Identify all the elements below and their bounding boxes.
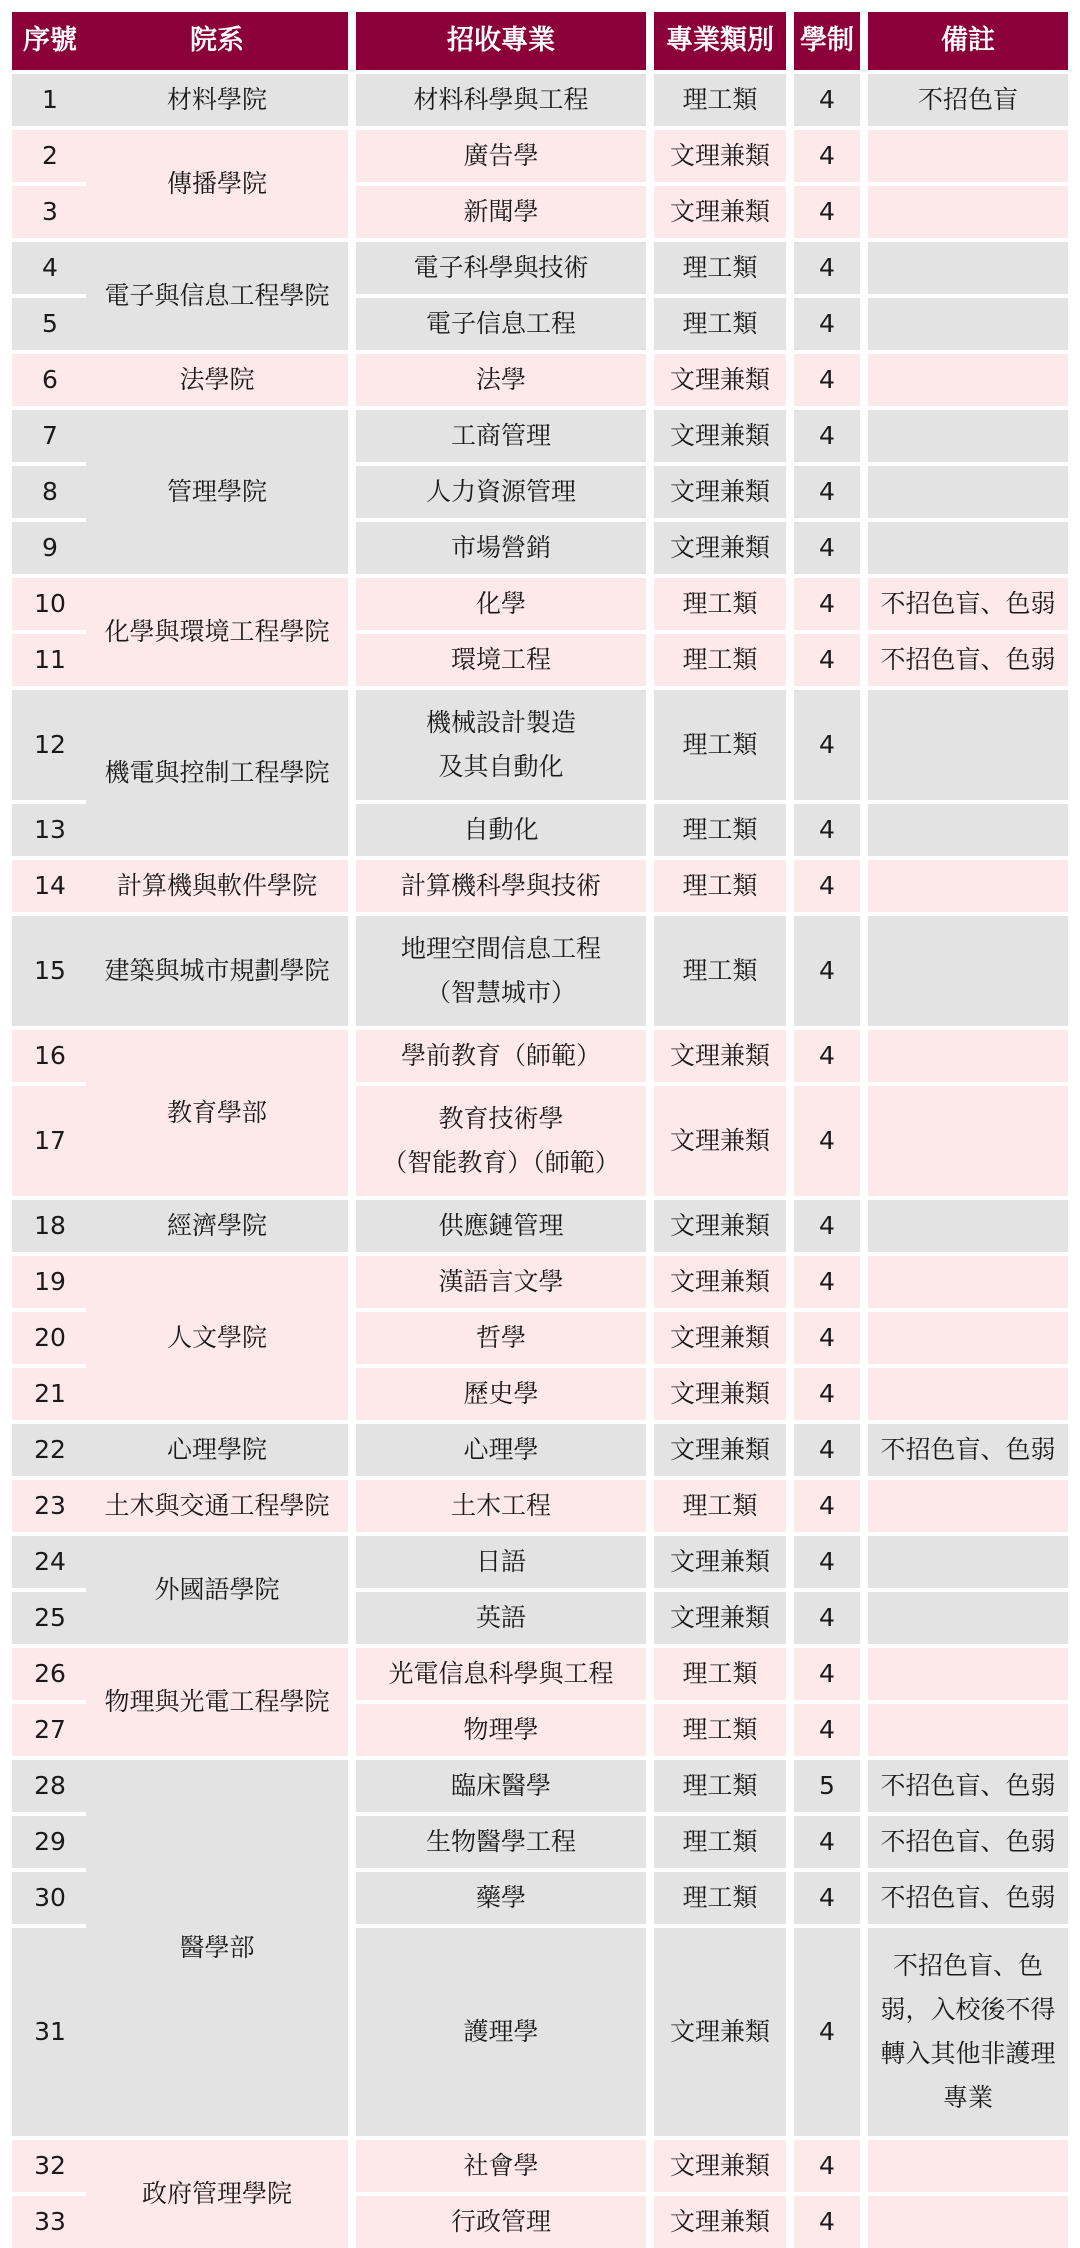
department-cell: 經濟學院 — [86, 1200, 348, 1252]
row-number: 14 — [12, 860, 88, 912]
years-cell: 4 — [794, 2140, 860, 2192]
years-cell: 4 — [794, 1704, 860, 1756]
years-cell: 4 — [794, 74, 860, 126]
years-cell: 4 — [794, 1648, 860, 1700]
category-cell: 理工類 — [654, 804, 786, 856]
row-number: 24 — [12, 1536, 88, 1588]
category-cell: 文理兼類 — [654, 186, 786, 238]
major-cell: 教育技術學 （智能教育）（師範） — [356, 1086, 646, 1196]
note-cell — [868, 1648, 1068, 1700]
row-number: 15 — [12, 916, 88, 1026]
note-cell — [868, 130, 1068, 182]
header-department: 院系 — [86, 12, 348, 70]
years-cell: 4 — [794, 634, 860, 686]
department-cell: 電子與信息工程學院 — [86, 242, 348, 350]
major-cell: 臨床醫學 — [356, 1760, 646, 1812]
row-number: 4 — [12, 242, 88, 294]
row-number: 12 — [12, 690, 88, 800]
years-cell: 4 — [794, 1368, 860, 1420]
note-cell — [868, 916, 1068, 1026]
category-cell: 理工類 — [654, 1872, 786, 1924]
row-number: 5 — [12, 298, 88, 350]
category-cell: 文理兼類 — [654, 1368, 786, 1420]
major-cell: 藥學 — [356, 1872, 646, 1924]
major-cell: 自動化 — [356, 804, 646, 856]
years-cell: 4 — [794, 1424, 860, 1476]
department-cell: 物理與光電工程學院 — [86, 1648, 348, 1756]
row-number: 6 — [12, 354, 88, 406]
row-number: 11 — [12, 634, 88, 686]
years-cell: 4 — [794, 466, 860, 518]
department-cell: 傳播學院 — [86, 130, 348, 238]
years-cell: 4 — [794, 1928, 860, 2136]
major-cell: 廣告學 — [356, 130, 646, 182]
years-cell: 4 — [794, 1200, 860, 1252]
header-major: 招收專業 — [356, 12, 646, 70]
category-cell: 文理兼類 — [654, 354, 786, 406]
header-category: 專業類別 — [654, 12, 786, 70]
row-number: 9 — [12, 522, 88, 574]
department-cell: 材料學院 — [86, 74, 348, 126]
note-cell — [868, 466, 1068, 518]
category-cell: 文理兼類 — [654, 1256, 786, 1308]
category-cell: 文理兼類 — [654, 410, 786, 462]
category-cell: 理工類 — [654, 1480, 786, 1532]
department-cell: 土木與交通工程學院 — [86, 1480, 348, 1532]
note-cell — [868, 1592, 1068, 1644]
note-cell — [868, 522, 1068, 574]
major-cell: 物理學 — [356, 1704, 646, 1756]
years-cell: 4 — [794, 1872, 860, 1924]
note-cell — [868, 298, 1068, 350]
category-cell: 文理兼類 — [654, 1200, 786, 1252]
row-number: 7 — [12, 410, 88, 462]
note-cell: 不招色盲、色 弱，入校後不得 轉入其他非護理 專業 — [868, 1928, 1068, 2136]
department-cell: 管理學院 — [86, 410, 348, 574]
category-cell: 理工類 — [654, 242, 786, 294]
department-cell: 計算機與軟件學院 — [86, 860, 348, 912]
major-cell: 新聞學 — [356, 186, 646, 238]
category-cell: 文理兼類 — [654, 1536, 786, 1588]
note-cell — [868, 2140, 1068, 2192]
note-cell — [868, 860, 1068, 912]
row-number: 19 — [12, 1256, 88, 1308]
years-cell: 4 — [794, 186, 860, 238]
category-cell: 文理兼類 — [654, 1312, 786, 1364]
category-cell: 文理兼類 — [654, 466, 786, 518]
note-cell: 不招色盲、色弱 — [868, 578, 1068, 630]
major-cell: 學前教育（師範） — [356, 1030, 646, 1082]
major-cell: 環境工程 — [356, 634, 646, 686]
note-cell: 不招色盲、色弱 — [868, 1816, 1068, 1868]
note-cell — [868, 1368, 1068, 1420]
category-cell: 文理兼類 — [654, 1928, 786, 2136]
note-cell — [868, 690, 1068, 800]
major-cell: 計算機科學與技術 — [356, 860, 646, 912]
years-cell: 4 — [794, 804, 860, 856]
department-cell: 心理學院 — [86, 1424, 348, 1476]
row-number: 2 — [12, 130, 88, 182]
note-cell — [868, 2196, 1068, 2248]
header-no: 序號 — [12, 12, 88, 70]
note-cell — [868, 1256, 1068, 1308]
row-number: 22 — [12, 1424, 88, 1476]
department-cell: 機電與控制工程學院 — [86, 690, 348, 856]
note-cell — [868, 186, 1068, 238]
category-cell: 理工類 — [654, 634, 786, 686]
category-cell: 文理兼類 — [654, 1424, 786, 1476]
department-cell: 醫學部 — [86, 1760, 348, 2136]
years-cell: 4 — [794, 690, 860, 800]
years-cell: 4 — [794, 1256, 860, 1308]
major-cell: 地理空間信息工程 （智慧城市） — [356, 916, 646, 1026]
row-number: 17 — [12, 1086, 88, 1196]
years-cell: 4 — [794, 1030, 860, 1082]
row-number: 1 — [12, 74, 88, 126]
years-cell: 4 — [794, 1592, 860, 1644]
years-cell: 4 — [794, 578, 860, 630]
category-cell: 理工類 — [654, 1760, 786, 1812]
major-cell: 心理學 — [356, 1424, 646, 1476]
major-cell: 漢語言文學 — [356, 1256, 646, 1308]
category-cell: 文理兼類 — [654, 130, 786, 182]
row-number: 25 — [12, 1592, 88, 1644]
major-cell: 法學 — [356, 354, 646, 406]
years-cell: 4 — [794, 1536, 860, 1588]
category-cell: 理工類 — [654, 1704, 786, 1756]
major-cell: 英語 — [356, 1592, 646, 1644]
category-cell: 理工類 — [654, 860, 786, 912]
note-cell: 不招色盲、色弱 — [868, 1760, 1068, 1812]
major-cell: 電子信息工程 — [356, 298, 646, 350]
category-cell: 理工類 — [654, 74, 786, 126]
major-cell: 電子科學與技術 — [356, 242, 646, 294]
department-cell: 教育學部 — [86, 1030, 348, 1196]
row-number: 21 — [12, 1368, 88, 1420]
category-cell: 理工類 — [654, 916, 786, 1026]
major-cell: 社會學 — [356, 2140, 646, 2192]
note-cell — [868, 354, 1068, 406]
category-cell: 理工類 — [654, 1816, 786, 1868]
department-cell: 化學與環境工程學院 — [86, 578, 348, 686]
row-number: 29 — [12, 1816, 88, 1868]
row-number: 20 — [12, 1312, 88, 1364]
major-cell: 工商管理 — [356, 410, 646, 462]
department-cell: 政府管理學院 — [86, 2140, 348, 2248]
note-cell — [868, 1200, 1068, 1252]
major-cell: 材料科學與工程 — [356, 74, 646, 126]
major-cell: 化學 — [356, 578, 646, 630]
category-cell: 文理兼類 — [654, 522, 786, 574]
category-cell: 理工類 — [654, 690, 786, 800]
row-number: 28 — [12, 1760, 88, 1812]
row-number: 3 — [12, 186, 88, 238]
category-cell: 文理兼類 — [654, 1030, 786, 1082]
major-cell: 護理學 — [356, 1928, 646, 2136]
note-cell: 不招色盲、色弱 — [868, 1424, 1068, 1476]
department-cell: 人文學院 — [86, 1256, 348, 1420]
row-number: 33 — [12, 2196, 88, 2248]
note-cell — [868, 804, 1068, 856]
major-cell: 光電信息科學與工程 — [356, 1648, 646, 1700]
major-cell: 供應鏈管理 — [356, 1200, 646, 1252]
years-cell: 4 — [794, 1086, 860, 1196]
years-cell: 4 — [794, 916, 860, 1026]
major-cell: 歷史學 — [356, 1368, 646, 1420]
header-years: 學制 — [794, 12, 860, 70]
note-cell — [868, 1480, 1068, 1532]
years-cell: 4 — [794, 2196, 860, 2248]
major-cell: 日語 — [356, 1536, 646, 1588]
row-number: 30 — [12, 1872, 88, 1924]
note-cell — [868, 1030, 1068, 1082]
note-cell: 不招色盲 — [868, 74, 1068, 126]
years-cell: 4 — [794, 1816, 860, 1868]
years-cell: 4 — [794, 1480, 860, 1532]
row-number: 31 — [12, 1928, 88, 2136]
row-number: 27 — [12, 1704, 88, 1756]
department-cell: 建築與城市規劃學院 — [86, 916, 348, 1026]
years-cell: 4 — [794, 130, 860, 182]
category-cell: 文理兼類 — [654, 1086, 786, 1196]
major-cell: 哲學 — [356, 1312, 646, 1364]
years-cell: 5 — [794, 1760, 860, 1812]
years-cell: 4 — [794, 410, 860, 462]
major-cell: 行政管理 — [356, 2196, 646, 2248]
note-cell — [868, 1536, 1068, 1588]
row-number: 26 — [12, 1648, 88, 1700]
category-cell: 理工類 — [654, 578, 786, 630]
row-number: 18 — [12, 1200, 88, 1252]
note-cell — [868, 1704, 1068, 1756]
note-cell: 不招色盲、色弱 — [868, 1872, 1068, 1924]
department-cell: 外國語學院 — [86, 1536, 348, 1644]
note-cell — [868, 1312, 1068, 1364]
note-cell — [868, 1086, 1068, 1196]
row-number: 10 — [12, 578, 88, 630]
note-cell — [868, 242, 1068, 294]
major-cell: 人力資源管理 — [356, 466, 646, 518]
category-cell: 文理兼類 — [654, 2196, 786, 2248]
major-cell: 土木工程 — [356, 1480, 646, 1532]
category-cell: 文理兼類 — [654, 1592, 786, 1644]
years-cell: 4 — [794, 242, 860, 294]
header-note: 備註 — [868, 12, 1068, 70]
years-cell: 4 — [794, 860, 860, 912]
years-cell: 4 — [794, 354, 860, 406]
row-number: 16 — [12, 1030, 88, 1082]
major-cell: 市場營銷 — [356, 522, 646, 574]
row-number: 23 — [12, 1480, 88, 1532]
years-cell: 4 — [794, 522, 860, 574]
category-cell: 理工類 — [654, 1648, 786, 1700]
department-cell: 法學院 — [86, 354, 348, 406]
note-cell — [868, 410, 1068, 462]
note-cell: 不招色盲、色弱 — [868, 634, 1068, 686]
years-cell: 4 — [794, 298, 860, 350]
major-cell: 生物醫學工程 — [356, 1816, 646, 1868]
years-cell: 4 — [794, 1312, 860, 1364]
row-number: 32 — [12, 2140, 88, 2192]
row-number: 13 — [12, 804, 88, 856]
category-cell: 理工類 — [654, 298, 786, 350]
major-cell: 機械設計製造 及其自動化 — [356, 690, 646, 800]
row-number: 8 — [12, 466, 88, 518]
category-cell: 文理兼類 — [654, 2140, 786, 2192]
